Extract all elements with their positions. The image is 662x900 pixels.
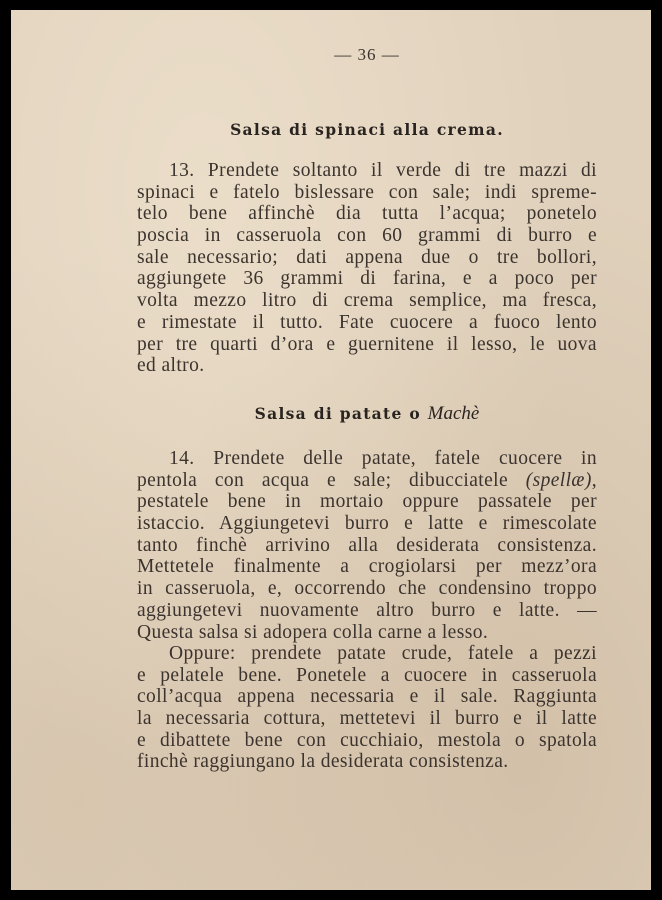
paragraph-14 [137,448,597,643]
italic-word: (spellæ) [525,469,592,491]
page-number: — 36 — [334,45,400,64]
paragraph-13 [137,160,597,377]
text-line [137,470,597,492]
text-line: tanto finchè arrivino alla desiderata consistenza. [137,534,597,556]
heading-text: Salsa di patate o [254,404,421,423]
text-line: istaccio. Aggiungetevi burro e latte e rimescolate [137,513,597,535]
section-heading-patate [137,403,597,425]
paragraph-oppure [137,643,597,773]
text-line: coll’acqua appena necessaria e il sale. Raggiunta [137,686,597,708]
text-line: la necessaria cottura, mettetevi il burro e il latte [137,708,597,730]
text-line: spinaci e fatelo bislessare con sale; indi spreme- [137,181,597,203]
punctuation: , [591,469,597,491]
text-line: volta mezzo litro di crema semplice, ma fresca, [137,290,597,312]
text-line: aggiungete 36 grammi di farina, e a poco per [137,268,597,290]
book-page [11,10,651,890]
text-line: finchè raggiungano la desiderata consistenza. [137,751,509,773]
text-line: sale necessario; dati appena due o tre bollori, [137,246,597,268]
text-line: 14. Prendete delle patate, fatele cuocere in [169,448,597,469]
text-line: pestatele bene in mortaio oppure passatele per [137,491,597,513]
text-line: Oppure: prendete patate crude, fatele a pezzi [169,643,597,664]
text-line: Mettetele finalmente a crogiolarsi per mezz’ora [137,556,597,578]
text-line: Questa salsa si adopera colla carne a lesso. [137,621,489,643]
text-line: e dibattete bene con cucchiaio, mestola o spatola [137,729,597,751]
text-line-part: pentola con acqua e sale; dibucciatele [137,469,509,491]
text-line: ed altro. [137,355,205,377]
text-line: telo bene affinchè dia tutta l’acqua; ponetelo [137,203,597,225]
text-line: in casseruola, e, occorrendo che condensino troppo [137,578,597,600]
text-line: aggiungetevi nuovamente altro burro e latte. — [137,599,597,621]
section-heading-spinaci: Salsa di spinaci alla crema. [230,120,504,139]
heading-italic-text: Machè [427,403,480,424]
text-line: 13. Prendete soltanto il verde di tre mazzi di [169,160,597,181]
text-line: per tre quarti d’ora e guernitene il lesso, le uova [137,333,597,355]
text-line: poscia in casseruola con 60 grammi di burro e [137,225,597,247]
text-line: e pelatele bene. Ponetele a cuocere in casseruola [137,664,597,686]
text-line: e rimestate il tutto. Fate cuocere a fuoco lento [137,311,597,333]
